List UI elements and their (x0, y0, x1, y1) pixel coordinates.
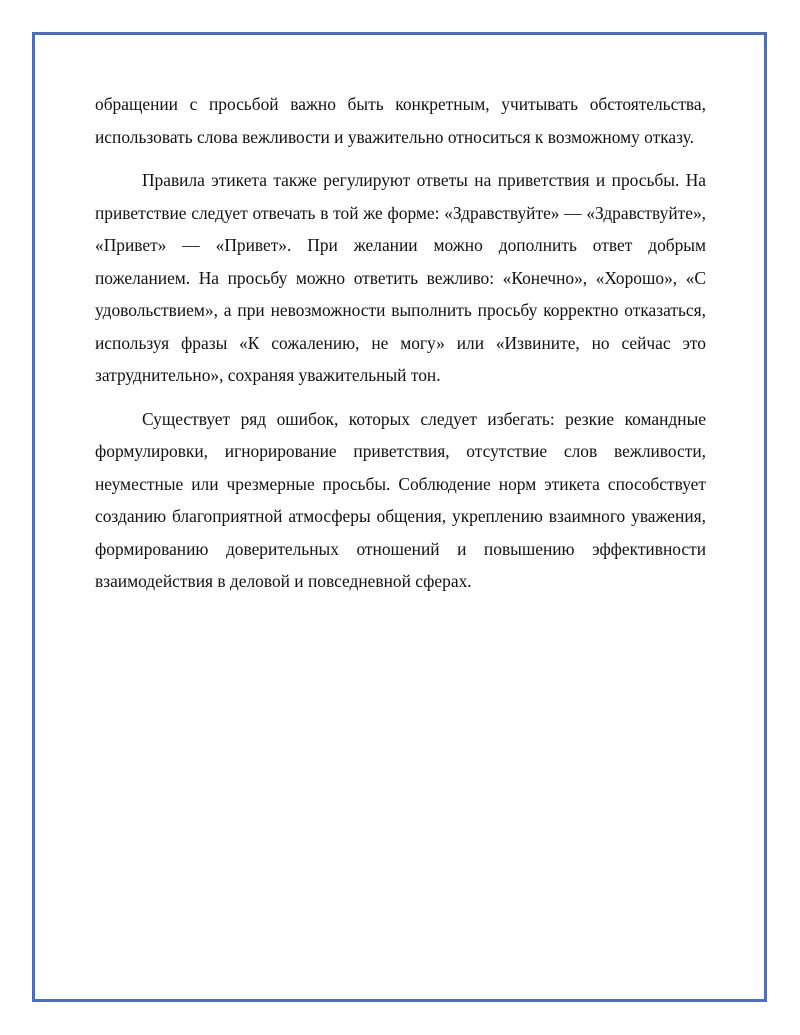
paragraph-continuation: обращении с просьбой важно быть конкретным, учитывать обстоятельства, использовать слова вежливости и уважительно относиться к возможному отказу. (95, 94, 706, 147)
paragraph-common-mistakes: Существует ряд ошибок, которых следует избегать: резкие командные формулировки, игнорирование приветствия, отсутствие слов вежливости, неуместные или чрезмерные просьбы. Соблюдение норм этикета способствует созданию благоприятной атмосферы общения, укреплению взаимного уважения, формированию доверительных отношений и повышению эффективности взаимодействия в деловой и повседневной сферах. (95, 408, 706, 591)
document-body (95, 88, 706, 598)
paragraph-etiquette-responses: Правила этикета также регулируют ответы на приветствия и просьбы. На приветствие следует отвечать в той же форме: «Здравствуйте» — «Здравствуйте», «Привет» — «Привет». При желании можно дополнить ответ добрым пожеланием. На просьбу можно ответить вежливо: «Конечно», «Хорошо», «С удовольствием», а при невозможности выполнить просьбу корректно отказаться, используя фразы «К сожалению, не могу» или «Извините, но сейчас это затруднительно», сохраняя уважительный тон. (95, 170, 706, 385)
